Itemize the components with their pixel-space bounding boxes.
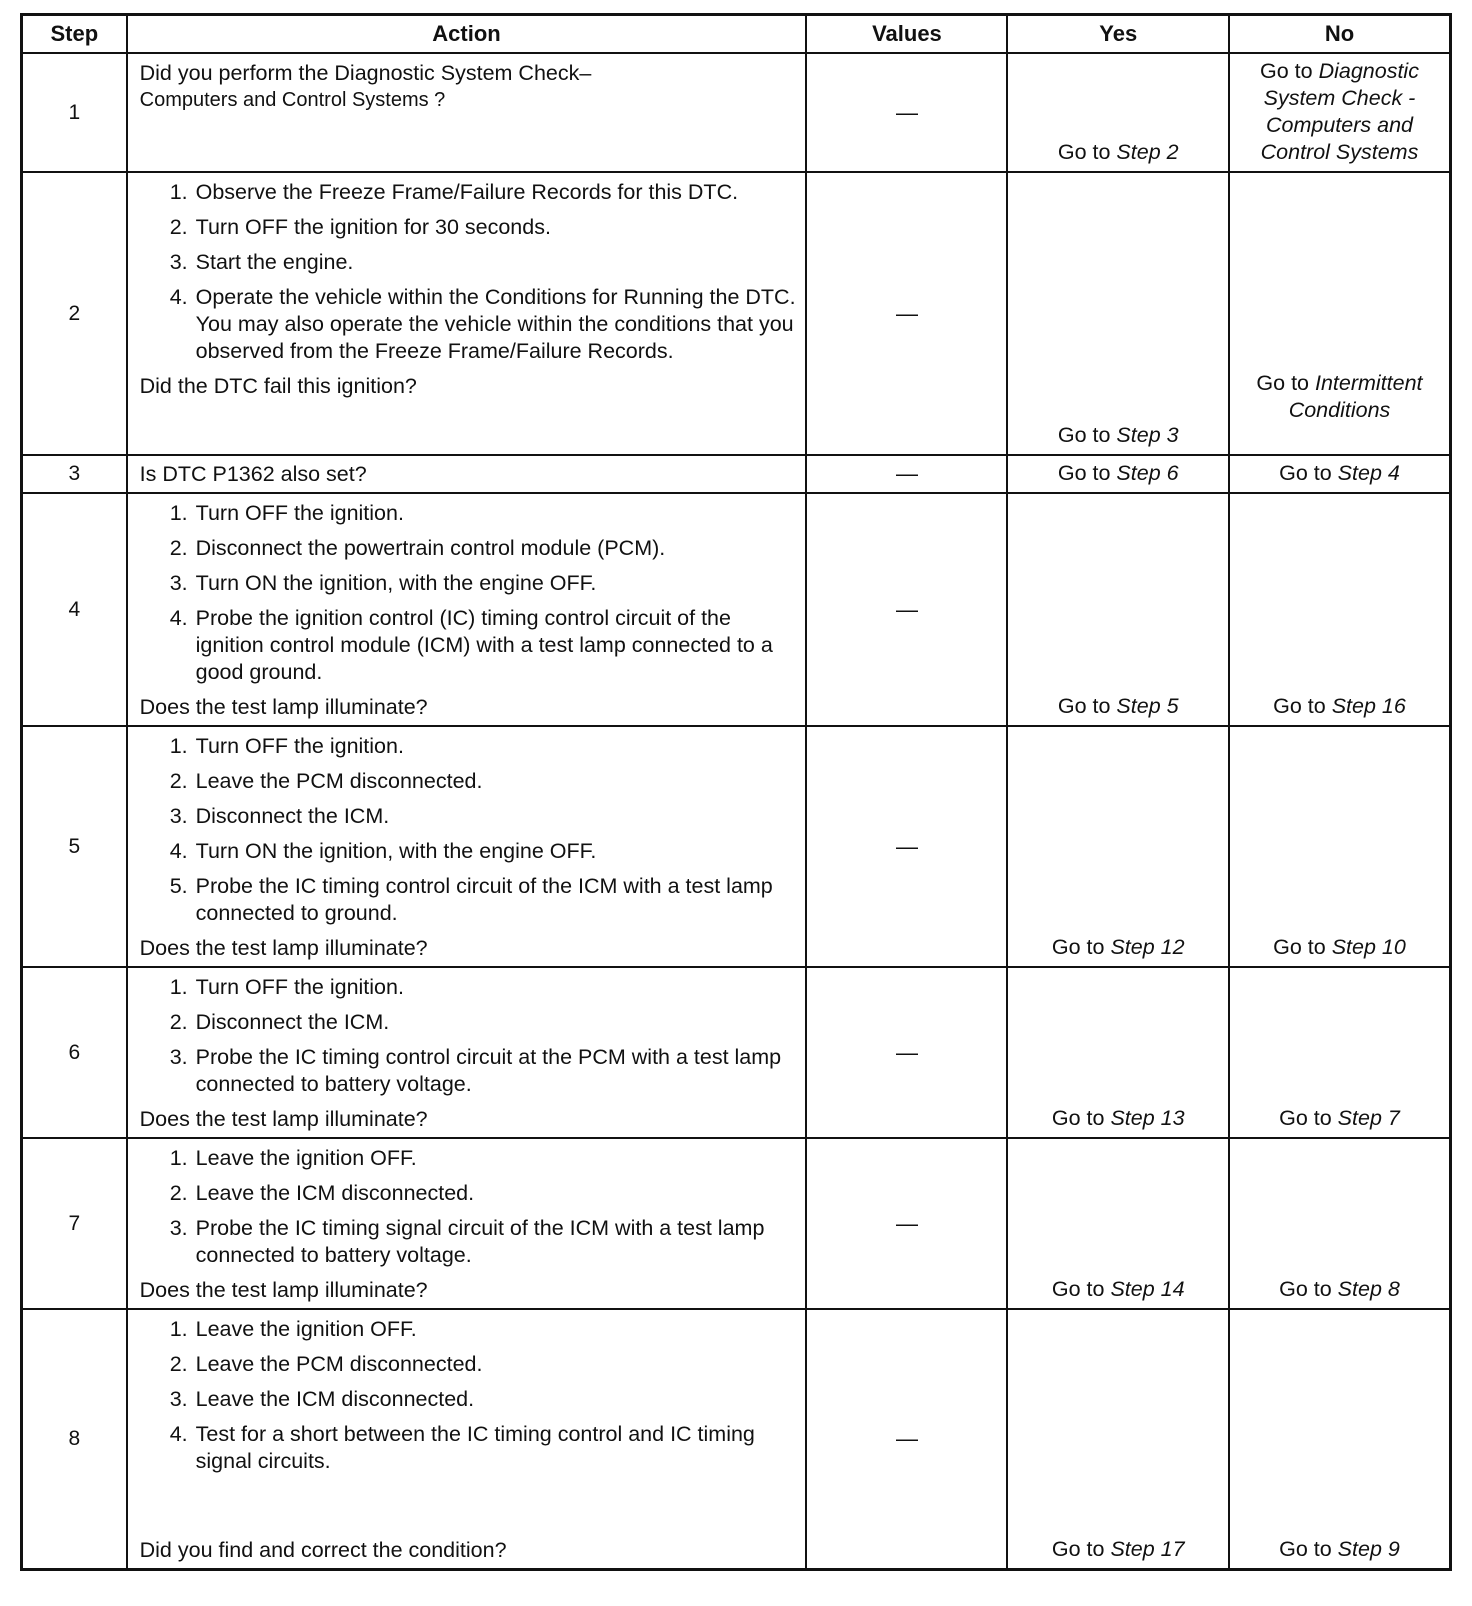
no-prefix: Go to <box>1279 1106 1338 1130</box>
action-list <box>140 1145 798 1269</box>
no-prefix: Go to <box>1279 1277 1338 1301</box>
yes-cell <box>1007 1138 1228 1309</box>
no-prefix: Go to <box>1279 1537 1338 1561</box>
action-cell <box>127 172 807 455</box>
no-cell <box>1229 726 1451 967</box>
action-item: 4. Turn ON the ignition, with the engine OFF. <box>194 838 798 865</box>
action-question: Computers and Control Systems ? <box>139 89 446 111</box>
action-item: 1. Turn OFF the ignition. <box>194 733 798 760</box>
action-question: Does the test lamp illuminate? <box>139 695 428 719</box>
action-cell <box>127 726 807 967</box>
header-values: Values <box>806 15 1007 54</box>
action-item: 3. Turn ON the ignition, with the engine OFF. <box>194 570 798 597</box>
yes-prefix: Go to <box>1051 1537 1111 1561</box>
no-link[interactable]: Step 16 <box>1331 694 1406 718</box>
step-number: 3 <box>22 455 127 493</box>
action-item: 5. Probe the IC timing control circuit of the ICM with a test lamp connected to ground. <box>194 873 798 927</box>
action-item: 2. Leave the PCM disconnected. <box>194 1351 798 1378</box>
table-row <box>22 455 1451 493</box>
action-item: 1. Leave the ignition OFF. <box>194 1145 798 1172</box>
yes-cell <box>1007 967 1228 1138</box>
yes-prefix: Go to <box>1051 935 1111 959</box>
action-cell <box>127 967 807 1138</box>
no-link[interactable]: Step 8 <box>1337 1277 1400 1301</box>
action-item: 2. Disconnect the ICM. <box>194 1009 798 1036</box>
action-item: 3. Disconnect the ICM. <box>194 803 798 830</box>
no-prefix: Go to <box>1273 935 1332 959</box>
yes-cell <box>1007 493 1228 726</box>
action-item: 2. Leave the PCM disconnected. <box>194 768 798 795</box>
header-yes: Yes <box>1007 15 1228 54</box>
action-cell <box>127 493 807 726</box>
action-item: 2. Leave the ICM disconnected. <box>194 1180 798 1207</box>
value-cell: — <box>806 455 1007 493</box>
step-number: 6 <box>22 967 127 1138</box>
action-item: 3. Leave the ICM disconnected. <box>194 1386 798 1413</box>
action-item: 4. Probe the ignition control (IC) timing control circuit of the ignition control module (ICM) with a test lamp connected to a good ground. <box>194 605 798 686</box>
header-no: No <box>1229 15 1451 54</box>
action-question: Does the test lamp illuminate? <box>139 1107 428 1131</box>
diagnostic-table <box>20 13 1452 1571</box>
action-list <box>140 974 798 1098</box>
header-action: Action <box>127 15 807 54</box>
value-cell: — <box>806 172 1007 455</box>
no-link[interactable]: Step 7 <box>1337 1106 1400 1130</box>
action-question: Did you find and correct the condition? <box>139 1538 507 1562</box>
yes-prefix: Go to <box>1057 423 1117 447</box>
yes-cell <box>1007 53 1228 172</box>
no-cell <box>1229 53 1451 172</box>
yes-link[interactable]: Step 2 <box>1116 140 1179 164</box>
no-link[interactable]: Intermittent Conditions <box>1288 371 1423 422</box>
action-item: 1. Turn OFF the ignition. <box>194 500 798 527</box>
no-link[interactable]: Step 10 <box>1331 935 1406 959</box>
yes-link[interactable]: Step 6 <box>1116 461 1179 485</box>
yes-cell <box>1007 455 1228 493</box>
value-cell: — <box>806 53 1007 172</box>
action-question: Does the test lamp illuminate? <box>139 1278 428 1302</box>
action-item: 3. Probe the IC timing control circuit at the PCM with a test lamp connected to battery voltage. <box>194 1044 798 1098</box>
no-link[interactable]: Step 9 <box>1337 1537 1400 1561</box>
no-cell <box>1229 172 1451 455</box>
table-row <box>22 1309 1451 1570</box>
no-link[interactable]: Step 4 <box>1337 461 1400 485</box>
yes-prefix: Go to <box>1057 140 1117 164</box>
action-item: 2. Turn OFF the ignition for 30 seconds. <box>194 214 798 241</box>
no-cell <box>1229 1138 1451 1309</box>
action-list <box>140 1316 798 1475</box>
action-question: Did the DTC fail this ignition? <box>139 374 417 398</box>
action-item: 4. Test for a short between the IC timing control and IC timing signal circuits. <box>194 1421 798 1475</box>
yes-prefix: Go to <box>1057 461 1117 485</box>
step-number: 1 <box>22 53 127 172</box>
value-cell: — <box>806 967 1007 1138</box>
diagnostic-table-sheet <box>20 13 1452 1571</box>
yes-cell <box>1007 726 1228 967</box>
table-row <box>22 172 1451 455</box>
yes-cell <box>1007 1309 1228 1570</box>
action-item: 1. Leave the ignition OFF. <box>194 1316 798 1343</box>
yes-link[interactable]: Step 14 <box>1110 1277 1185 1301</box>
no-prefix: Go to <box>1273 694 1332 718</box>
value-cell: — <box>806 493 1007 726</box>
yes-prefix: Go to <box>1051 1106 1111 1130</box>
step-number: 4 <box>22 493 127 726</box>
no-link[interactable]: Diagnostic System Check - Computers and Control Systems <box>1260 59 1419 164</box>
action-cell <box>127 1138 807 1309</box>
step-number: 2 <box>22 172 127 455</box>
no-cell <box>1229 493 1451 726</box>
action-list <box>140 179 798 365</box>
action-item: 3. Probe the IC timing signal circuit of the ICM with a test lamp connected to battery voltage. <box>194 1215 798 1269</box>
yes-prefix: Go to <box>1057 694 1117 718</box>
action-item: 1. Turn OFF the ignition. <box>194 974 798 1001</box>
action-question: Does the test lamp illuminate? <box>139 936 428 960</box>
no-cell <box>1229 967 1451 1138</box>
table-row <box>22 493 1451 726</box>
action-list <box>140 733 798 927</box>
no-prefix: Go to <box>1279 461 1338 485</box>
action-cell <box>127 455 807 493</box>
yes-link[interactable]: Step 17 <box>1110 1537 1185 1561</box>
yes-link[interactable]: Step 13 <box>1110 1106 1185 1130</box>
yes-prefix: Go to <box>1051 1277 1111 1301</box>
action-list <box>140 500 798 686</box>
yes-cell <box>1007 172 1228 455</box>
table-row <box>22 1138 1451 1309</box>
no-cell <box>1229 1309 1451 1570</box>
action-item: 4. Operate the vehicle within the Conditions for Running the DTC. You may also operate the vehicle within the conditions that you observed from the Freeze Frame/Failure Records. <box>194 284 798 365</box>
header-row <box>22 15 1451 54</box>
action-question: Did you perform the Diagnostic System Check– <box>139 61 592 85</box>
action-cell <box>127 53 807 172</box>
step-number: 7 <box>22 1138 127 1309</box>
table-row <box>22 53 1451 172</box>
step-number: 5 <box>22 726 127 967</box>
no-cell <box>1229 455 1451 493</box>
step-number: 8 <box>22 1309 127 1570</box>
yes-link[interactable]: Step 3 <box>1116 423 1179 447</box>
value-cell: — <box>806 726 1007 967</box>
action-item: 3. Start the engine. <box>194 249 798 276</box>
action-question: Is DTC P1362 also set? <box>139 461 367 486</box>
yes-link[interactable]: Step 12 <box>1110 935 1185 959</box>
yes-link[interactable]: Step 5 <box>1116 694 1179 718</box>
table-row <box>22 726 1451 967</box>
table-row <box>22 967 1451 1138</box>
action-item: 1. Observe the Freeze Frame/Failure Records for this DTC. <box>194 179 798 206</box>
no-prefix: Go to <box>1260 59 1319 83</box>
action-item: 2. Disconnect the powertrain control module (PCM). <box>194 535 798 562</box>
no-prefix: Go to <box>1256 371 1315 395</box>
value-cell: — <box>806 1138 1007 1309</box>
value-cell: — <box>806 1309 1007 1570</box>
action-cell <box>127 1309 807 1570</box>
header-step: Step <box>22 15 127 54</box>
